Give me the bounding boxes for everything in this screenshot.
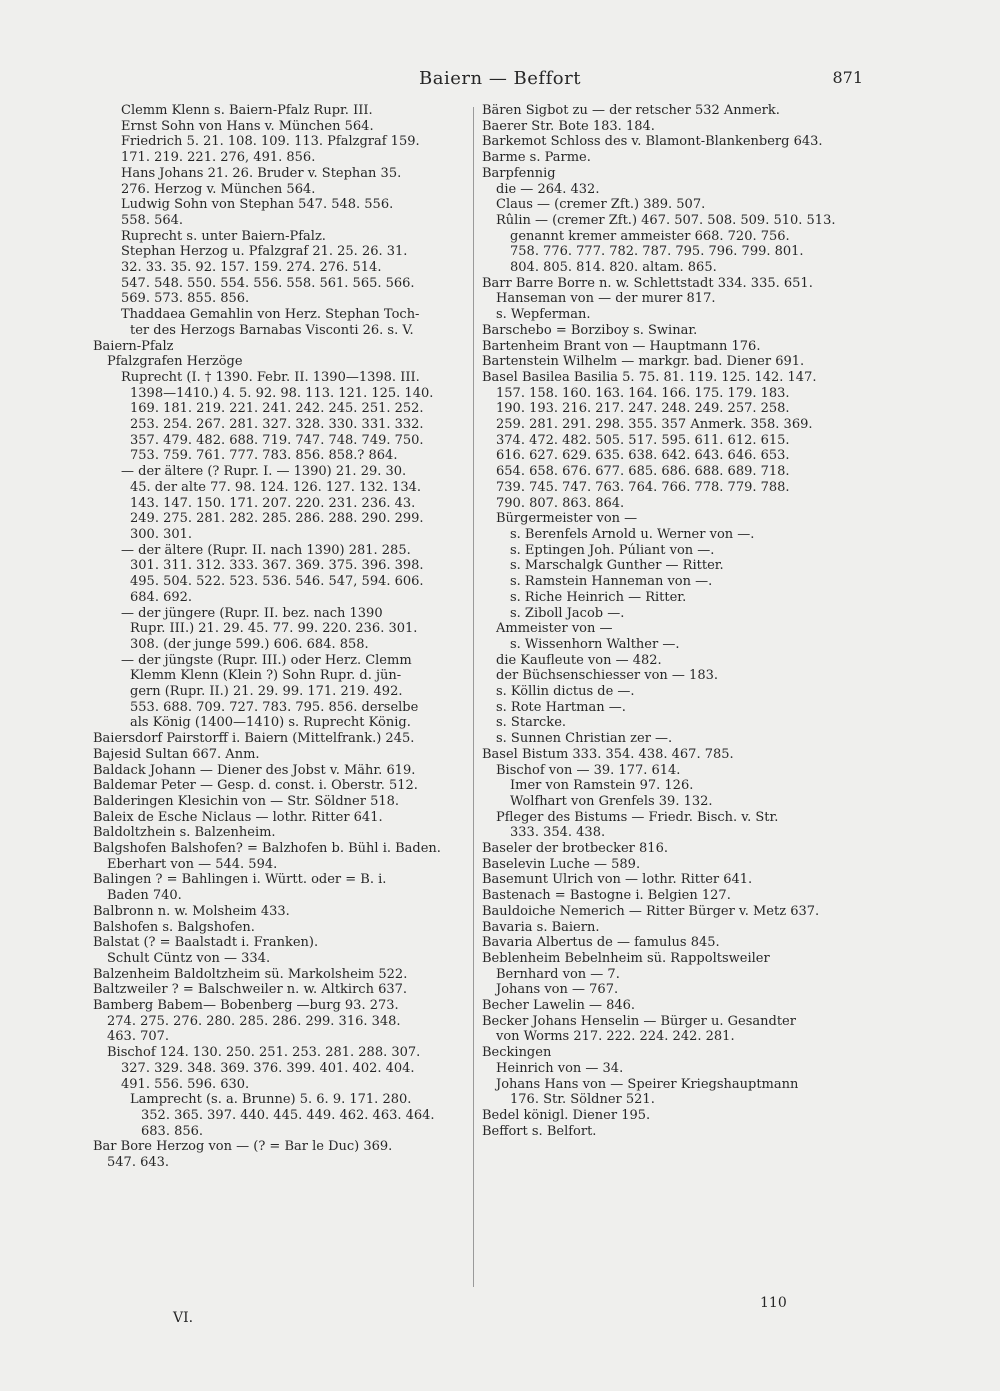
index-line: Balderingen Klesichin von — Str. Söldner 518. bbox=[93, 793, 400, 809]
index-column-right bbox=[482, 103, 864, 1139]
index-line: s. Rote Hartman —. bbox=[496, 699, 626, 715]
index-line: Baiersdorf Pairstorff i. Baiern (Mittelfrank.) 245. bbox=[93, 731, 415, 747]
index-line: Basemunt Ulrich von — lothr. Ritter 641. bbox=[482, 872, 753, 888]
index-line: die Kaufleute von — 482. bbox=[496, 652, 662, 668]
index-line: Basel Basilea Basilia 5. 75. 81. 119. 125. 142. 147. bbox=[482, 369, 817, 385]
index-line: die — 264. 432. bbox=[496, 181, 600, 197]
index-line: 547. 548. 550. 554. 556. 558. 561. 565. 566. bbox=[121, 275, 415, 291]
index-line: Becker Johans Henselin — Bürger u. Gesandter bbox=[482, 1013, 796, 1029]
index-line: s. Wissenhorn Walther —. bbox=[510, 636, 680, 652]
index-line: Bar Bore Herzog von — (? = Bar le Duc) 369. bbox=[93, 1139, 393, 1155]
index-line: 308. (der junge 599.) 606. 684. 858. bbox=[130, 636, 369, 652]
index-line: 491. 556. 596. 630. bbox=[121, 1076, 250, 1092]
index-line: 45. der alte 77. 98. 124. 126. 127. 132. 134. bbox=[130, 479, 421, 495]
index-line: 259. 281. 291. 298. 355. 357 Anmerk. 358. 369. bbox=[496, 417, 813, 433]
index-line: Stephan Herzog u. Pfalzgraf 21. 25. 26. 31. bbox=[121, 244, 408, 260]
running-title: Baiern — Beffort bbox=[419, 68, 581, 89]
index-line: genannt kremer ammeister 668. 720. 756. bbox=[510, 228, 790, 244]
index-line: Ernst Sohn von Hans v. München 564. bbox=[121, 118, 374, 134]
index-line: Balzenheim Baldoltzheim sü. Markolsheim 522. bbox=[93, 966, 408, 982]
index-line: 547. 643. bbox=[107, 1155, 170, 1171]
index-line: Baldack Johann — Diener des Jobst v. Mähr. 619. bbox=[93, 762, 416, 778]
index-line: Balshofen s. Balgshofen. bbox=[93, 919, 255, 935]
index-line: Baltzweiler ? = Balschweiler n. w. Altkirch 637. bbox=[93, 982, 408, 998]
sheet-number: 110 bbox=[760, 1295, 787, 1311]
index-line: Baselevin Luche — 589. bbox=[482, 856, 641, 872]
index-line: Bastenach = Bastogne i. Belgien 127. bbox=[482, 888, 731, 904]
index-line: 276. Herzog v. München 564. bbox=[121, 181, 316, 197]
index-line: 249. 275. 281. 282. 285. 286. 288. 290. 299. bbox=[130, 511, 424, 527]
index-line: 169. 181. 219. 221. 241. 242. 245. 251. 252. bbox=[130, 401, 424, 417]
index-line: Bernhard von — 7. bbox=[496, 966, 620, 982]
index-line: s. Ramstein Hanneman von —. bbox=[510, 574, 713, 590]
index-line: 569. 573. 855. 856. bbox=[121, 291, 250, 307]
index-line: 495. 504. 522. 523. 536. 546. 547, 594. 606. bbox=[130, 574, 424, 590]
index-line: Baldemar Peter — Gesp. d. const. i. Oberstr. 512. bbox=[93, 778, 418, 794]
signature-mark: VI. bbox=[173, 1310, 194, 1326]
index-line: — der jüngere (Rupr. II. bez. nach 1390 bbox=[121, 605, 383, 621]
index-line: Bamberg Babem— Bobenberg —burg 93. 273. bbox=[93, 998, 399, 1014]
index-line: als König (1400—1410) s. Ruprecht König. bbox=[130, 715, 411, 731]
index-line: Balingen ? = Bahlingen i. Württ. oder = B. i. bbox=[93, 872, 387, 888]
index-line: Baiern-Pfalz bbox=[93, 338, 174, 354]
index-line: Barschebo = Borziboy s. Swinar. bbox=[482, 322, 698, 338]
index-line: Barpfennig bbox=[482, 165, 556, 181]
index-line: Beblenheim Bebelnheim sü. Rappoltsweiler bbox=[482, 950, 770, 966]
index-line: Bauldoiche Nemerich — Ritter Bürger v. Metz 637. bbox=[482, 903, 820, 919]
index-line: 553. 688. 709. 727. 783. 795. 856. derselbe bbox=[130, 699, 419, 715]
index-line: — der jüngste (Rupr. III.) oder Herz. Clemm bbox=[121, 652, 412, 668]
index-line: s. Riche Heinrich — Ritter. bbox=[510, 589, 687, 605]
index-line: — der ältere (? Rupr. I. — 1390) 21. 29. 30. bbox=[121, 464, 407, 480]
index-line: s. Marschalgk Gunther — Ritter. bbox=[510, 558, 724, 574]
index-line: s. Wepferman. bbox=[496, 307, 591, 323]
index-line: 171. 219. 221. 276, 491. 856. bbox=[121, 150, 316, 166]
index-line: Klemm Klenn (Klein ?) Sohn Rupr. d. jün- bbox=[130, 668, 402, 684]
index-line: Ammeister von — bbox=[496, 621, 613, 637]
index-line: 143. 147. 150. 171. 207. 220. 231. 236. 43. bbox=[130, 495, 416, 511]
index-line: Lamprecht (s. a. Brunne) 5. 6. 9. 171. 280. bbox=[130, 1092, 412, 1108]
index-line: Barme s. Parme. bbox=[482, 150, 591, 166]
column-divider bbox=[473, 107, 474, 1287]
index-line: s. Köllin dictus de —. bbox=[496, 684, 635, 700]
index-line: Bartenheim Brant von — Hauptmann 176. bbox=[482, 338, 761, 354]
index-line: 333. 354. 438. bbox=[510, 825, 606, 841]
index-line: s. Eptingen Joh. Púliant von —. bbox=[510, 542, 715, 558]
index-line: 804. 805. 814. 820. altam. 865. bbox=[510, 260, 717, 276]
index-line: s. Starcke. bbox=[496, 715, 567, 731]
index-line: Bavaria s. Baiern. bbox=[482, 919, 600, 935]
index-line: Barkemot Schloss des v. Blamont-Blankenberg 643. bbox=[482, 134, 823, 150]
index-line: Bartenstein Wilhelm — markgr. bad. Diener 691. bbox=[482, 354, 805, 370]
index-line: 374. 472. 482. 505. 517. 595. 611. 612. 615. bbox=[496, 432, 790, 448]
index-line: Bischof von — 39. 177. 614. bbox=[496, 762, 681, 778]
index-line: 463. 707. bbox=[107, 1029, 170, 1045]
index-line: Thaddaea Gemahlin von Herz. Stephan Toch- bbox=[121, 307, 420, 323]
index-line: 253. 254. 267. 281. 327. 328. 330. 331. 332. bbox=[130, 417, 424, 433]
index-line: Bedel königl. Diener 195. bbox=[482, 1108, 651, 1123]
index-line: ter des Herzogs Barnabas Visconti 26. s. V. bbox=[130, 322, 414, 338]
index-line: 327. 329. 348. 369. 376. 399. 401. 402. 404. bbox=[121, 1060, 415, 1076]
index-line: von Worms 217. 222. 224. 242. 281. bbox=[496, 1029, 735, 1045]
index-line: 357. 479. 482. 688. 719. 747. 748. 749. 750. bbox=[130, 432, 424, 448]
index-line: 190. 193. 216. 217. 247. 248. 249. 257. 258. bbox=[496, 401, 790, 417]
index-line: Pfalzgrafen Herzöge bbox=[107, 354, 243, 370]
page-number: 871 bbox=[832, 68, 863, 87]
index-line: Baerer Str. Bote 183. 184. bbox=[482, 118, 655, 134]
index-line: 683. 856. bbox=[141, 1123, 204, 1139]
index-line: Rupr. III.) 21. 29. 45. 77. 99. 220. 236. 301. bbox=[130, 621, 418, 637]
index-line: Barr Barre Borre n. w. Schlettstadt 334. 335. 651. bbox=[482, 275, 813, 291]
index-line: Basel Bistum 333. 354. 438. 467. 785. bbox=[482, 746, 734, 762]
index-line: Wolfhart von Grenfels 39. 132. bbox=[510, 793, 713, 809]
index-line: s. Sunnen Christian zer —. bbox=[496, 731, 673, 747]
index-line: Friedrich 5. 21. 108. 109. 113. Pfalzgraf 159. bbox=[121, 134, 420, 150]
index-line: Bavaria Albertus de — famulus 845. bbox=[482, 935, 720, 951]
index-line: 352. 365. 397. 440. 445. 449. 462. 463. 464. bbox=[141, 1108, 435, 1123]
index-line: 758. 776. 777. 782. 787. 795. 796. 799. 801. bbox=[510, 244, 804, 260]
index-line: Pfleger des Bistums — Friedr. Bisch. v. Str. bbox=[496, 809, 779, 825]
index-line: Bürgermeister von — bbox=[496, 511, 638, 527]
index-line: Hans Johans 21. 26. Bruder v. Stephan 35. bbox=[121, 165, 402, 181]
index-line: 739. 745. 747. 763. 764. 766. 778. 779. 788. bbox=[496, 479, 790, 495]
index-line: 558. 564. bbox=[121, 212, 184, 228]
index-line: 300. 301. bbox=[130, 526, 193, 542]
index-line: Ludwig Sohn von Stephan 547. 548. 556. bbox=[121, 197, 394, 213]
index-line: 1398—1410.) 4. 5. 92. 98. 113. 121. 125. 140. bbox=[130, 385, 434, 401]
index-line: 684. 692. bbox=[130, 589, 193, 605]
index-line: s. Ziboll Jacob —. bbox=[510, 605, 625, 621]
index-line: Ruprecht s. unter Baiern-Pfalz. bbox=[121, 228, 326, 244]
index-line: Balgshofen Balshofen? = Balzhofen b. Bühl i. Baden. bbox=[93, 841, 441, 857]
index-line: gern (Rupr. II.) 21. 29. 99. 171. 219. 492. bbox=[130, 684, 403, 700]
index-line: Hanseman von — der murer 817. bbox=[496, 291, 716, 307]
index-column-left bbox=[93, 103, 465, 1171]
index-line: 176. Str. Söldner 521. bbox=[510, 1092, 655, 1108]
index-line: 274. 275. 276. 280. 285. 286. 299. 316. 348. bbox=[107, 1013, 401, 1029]
index-line: Baseler der brotbecker 816. bbox=[482, 841, 668, 857]
index-line: Baldoltzhein s. Balzenheim. bbox=[93, 825, 276, 841]
index-line: 32. 33. 35. 92. 157. 159. 274. 276. 514. bbox=[121, 260, 382, 276]
index-line: Clemm Klenn s. Baiern-Pfalz Rupr. III. bbox=[121, 103, 373, 118]
index-line: Baden 740. bbox=[107, 888, 182, 904]
index-line: Becher Lawelin — 846. bbox=[482, 998, 636, 1014]
index-line: Bischof 124. 130. 250. 251. 253. 281. 288. 307. bbox=[107, 1045, 421, 1061]
index-line: 616. 627. 629. 635. 638. 642. 643. 646. 653. bbox=[496, 448, 790, 464]
index-line: Beffort s. Belfort. bbox=[482, 1123, 597, 1139]
index-line: Bajesid Sultan 667. Anm. bbox=[93, 746, 260, 762]
index-line: s. Berenfels Arnold u. Werner von —. bbox=[510, 526, 755, 542]
index-line: 654. 658. 676. 677. 685. 686. 688. 689. 718. bbox=[496, 464, 790, 480]
index-line: 753. 759. 761. 777. 783. 856. 858.? 864. bbox=[130, 448, 398, 464]
index-line: Imer von Ramstein 97. 126. bbox=[510, 778, 694, 794]
index-line: Heinrich von — 34. bbox=[496, 1060, 624, 1076]
index-line: 157. 158. 160. 163. 164. 166. 175. 179. 183. bbox=[496, 385, 790, 401]
index-line: Johans Hans von — Speirer Kriegshauptmann bbox=[496, 1076, 799, 1092]
index-line: Baleix de Esche Niclaus — lothr. Ritter 641. bbox=[93, 809, 383, 825]
index-line: Balbronn n. w. Molsheim 433. bbox=[93, 903, 290, 919]
page-header bbox=[0, 68, 1000, 94]
index-line: der Büchsenschiesser von — 183. bbox=[496, 668, 718, 684]
index-line: Beckingen bbox=[482, 1045, 552, 1061]
index-line: Eberhart von — 544. 594. bbox=[107, 856, 278, 872]
index-line: Ruprecht (I. † 1390. Febr. II. 1390—1398. III. bbox=[121, 369, 420, 385]
index-line: Balstat (? = Baalstadt i. Franken). bbox=[93, 935, 319, 951]
index-line: 301. 311. 312. 333. 367. 369. 375. 396. 398. bbox=[130, 558, 424, 574]
index-line: Claus — (cremer Zft.) 389. 507. bbox=[496, 197, 706, 213]
index-line: 790. 807. 863. 864. bbox=[496, 495, 625, 511]
index-line: Schult Cüntz von — 334. bbox=[107, 950, 271, 966]
index-line: Bären Sigbot zu — der retscher 532 Anmerk. bbox=[482, 103, 780, 118]
index-line: Johans von — 767. bbox=[496, 982, 619, 998]
index-line: — der ältere (Rupr. II. nach 1390) 281. 285. bbox=[121, 542, 411, 558]
index-line: Rûlin — (cremer Zft.) 467. 507. 508. 509. 510. 513. bbox=[496, 212, 836, 228]
